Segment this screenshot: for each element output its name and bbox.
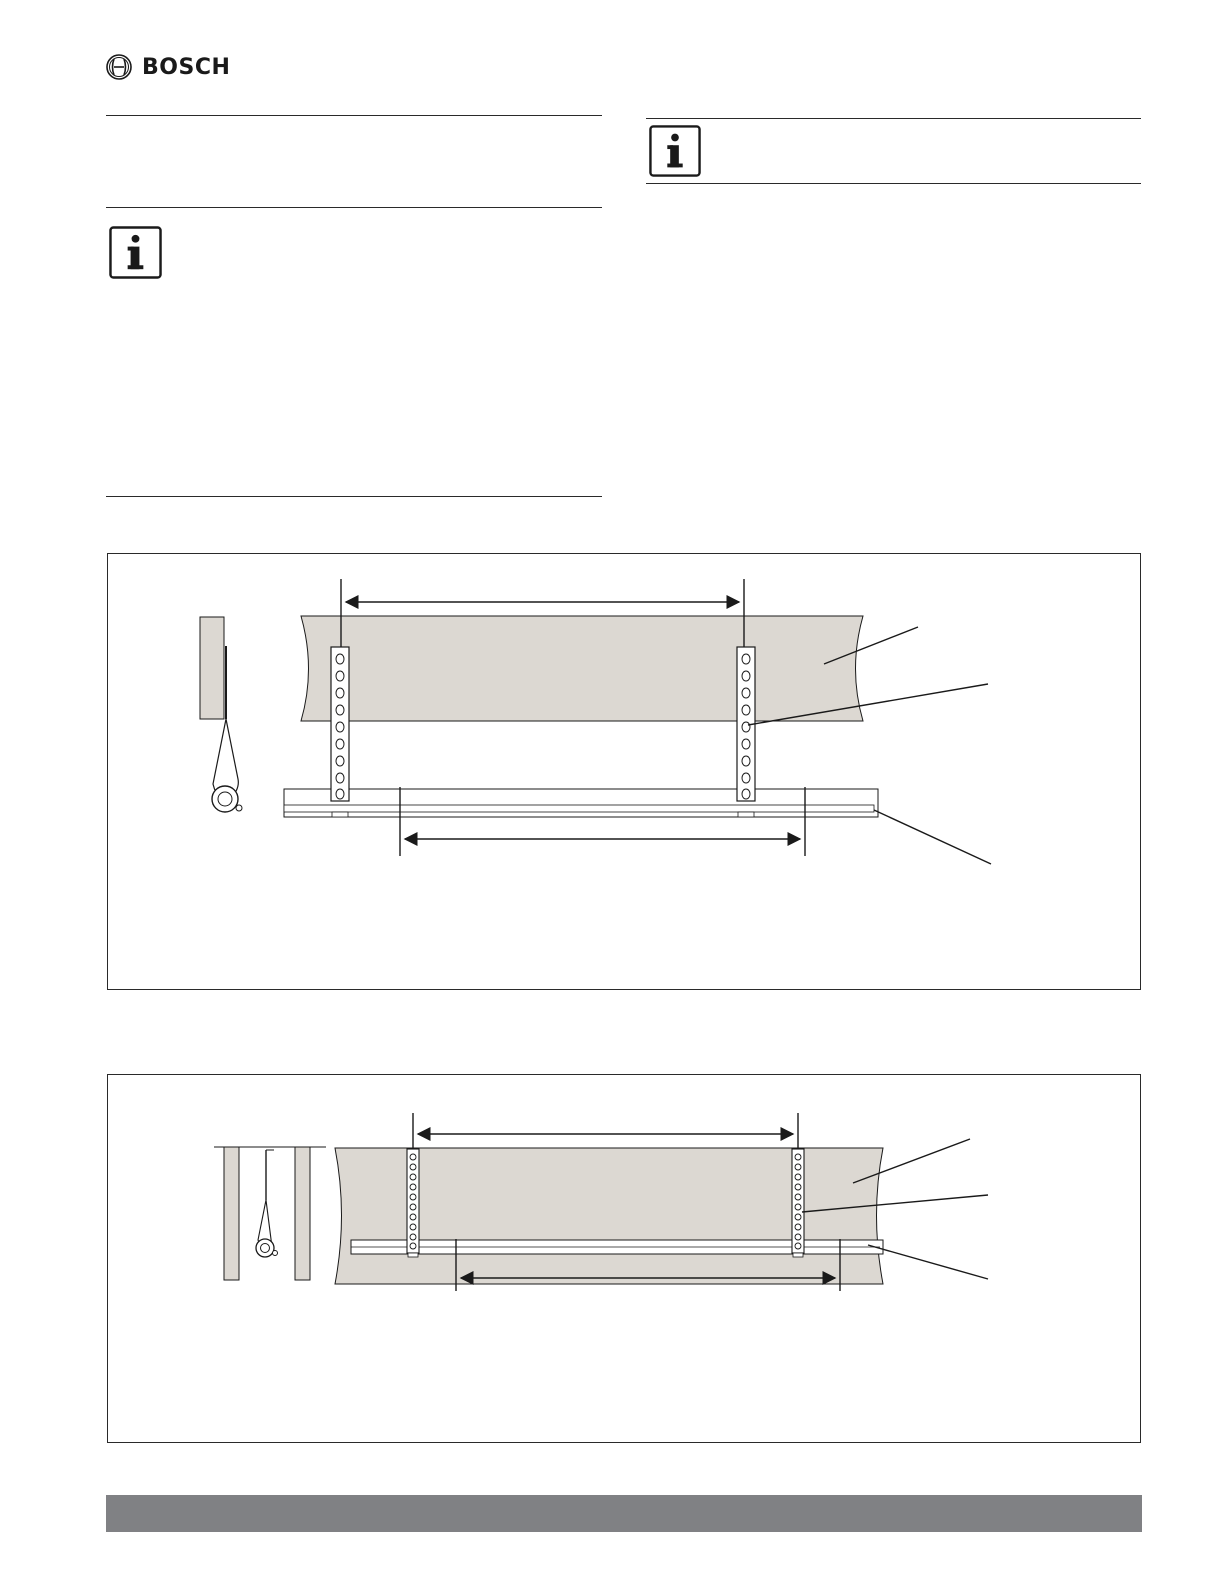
- figure-1-frame: [107, 553, 1141, 990]
- notice-rule-bottom-right: [646, 183, 1141, 184]
- side-view-detail: [214, 1147, 326, 1280]
- mounting-rail: [284, 789, 878, 817]
- perforated-strip-left: [331, 647, 349, 817]
- bosch-armature-logo-icon: [106, 54, 132, 80]
- dimension-strip-spacing: [413, 1113, 798, 1149]
- radiator-panel: [301, 616, 863, 721]
- bracket-strip-mounting-drawing-2: [108, 1075, 1142, 1444]
- brand-logo: [106, 52, 230, 82]
- perforated-strip-right: [737, 647, 755, 817]
- section-rule-top-left: [106, 115, 602, 116]
- info-icon: [649, 125, 701, 177]
- bracket-strip-mounting-drawing-1: [108, 554, 1142, 991]
- figure-2-frame: [107, 1074, 1141, 1443]
- notice-rule-bottom-left: [106, 496, 602, 497]
- info-icon: [109, 226, 162, 279]
- perforated-strip-left: [407, 1149, 419, 1257]
- side-view-detail: [200, 617, 242, 812]
- footer-bar: [106, 1495, 1142, 1532]
- perforated-strip-right: [792, 1149, 804, 1257]
- section-rule-left: [106, 207, 602, 208]
- notice-rule-top-right: [646, 118, 1141, 119]
- brand-name: BOSCH: [142, 54, 231, 80]
